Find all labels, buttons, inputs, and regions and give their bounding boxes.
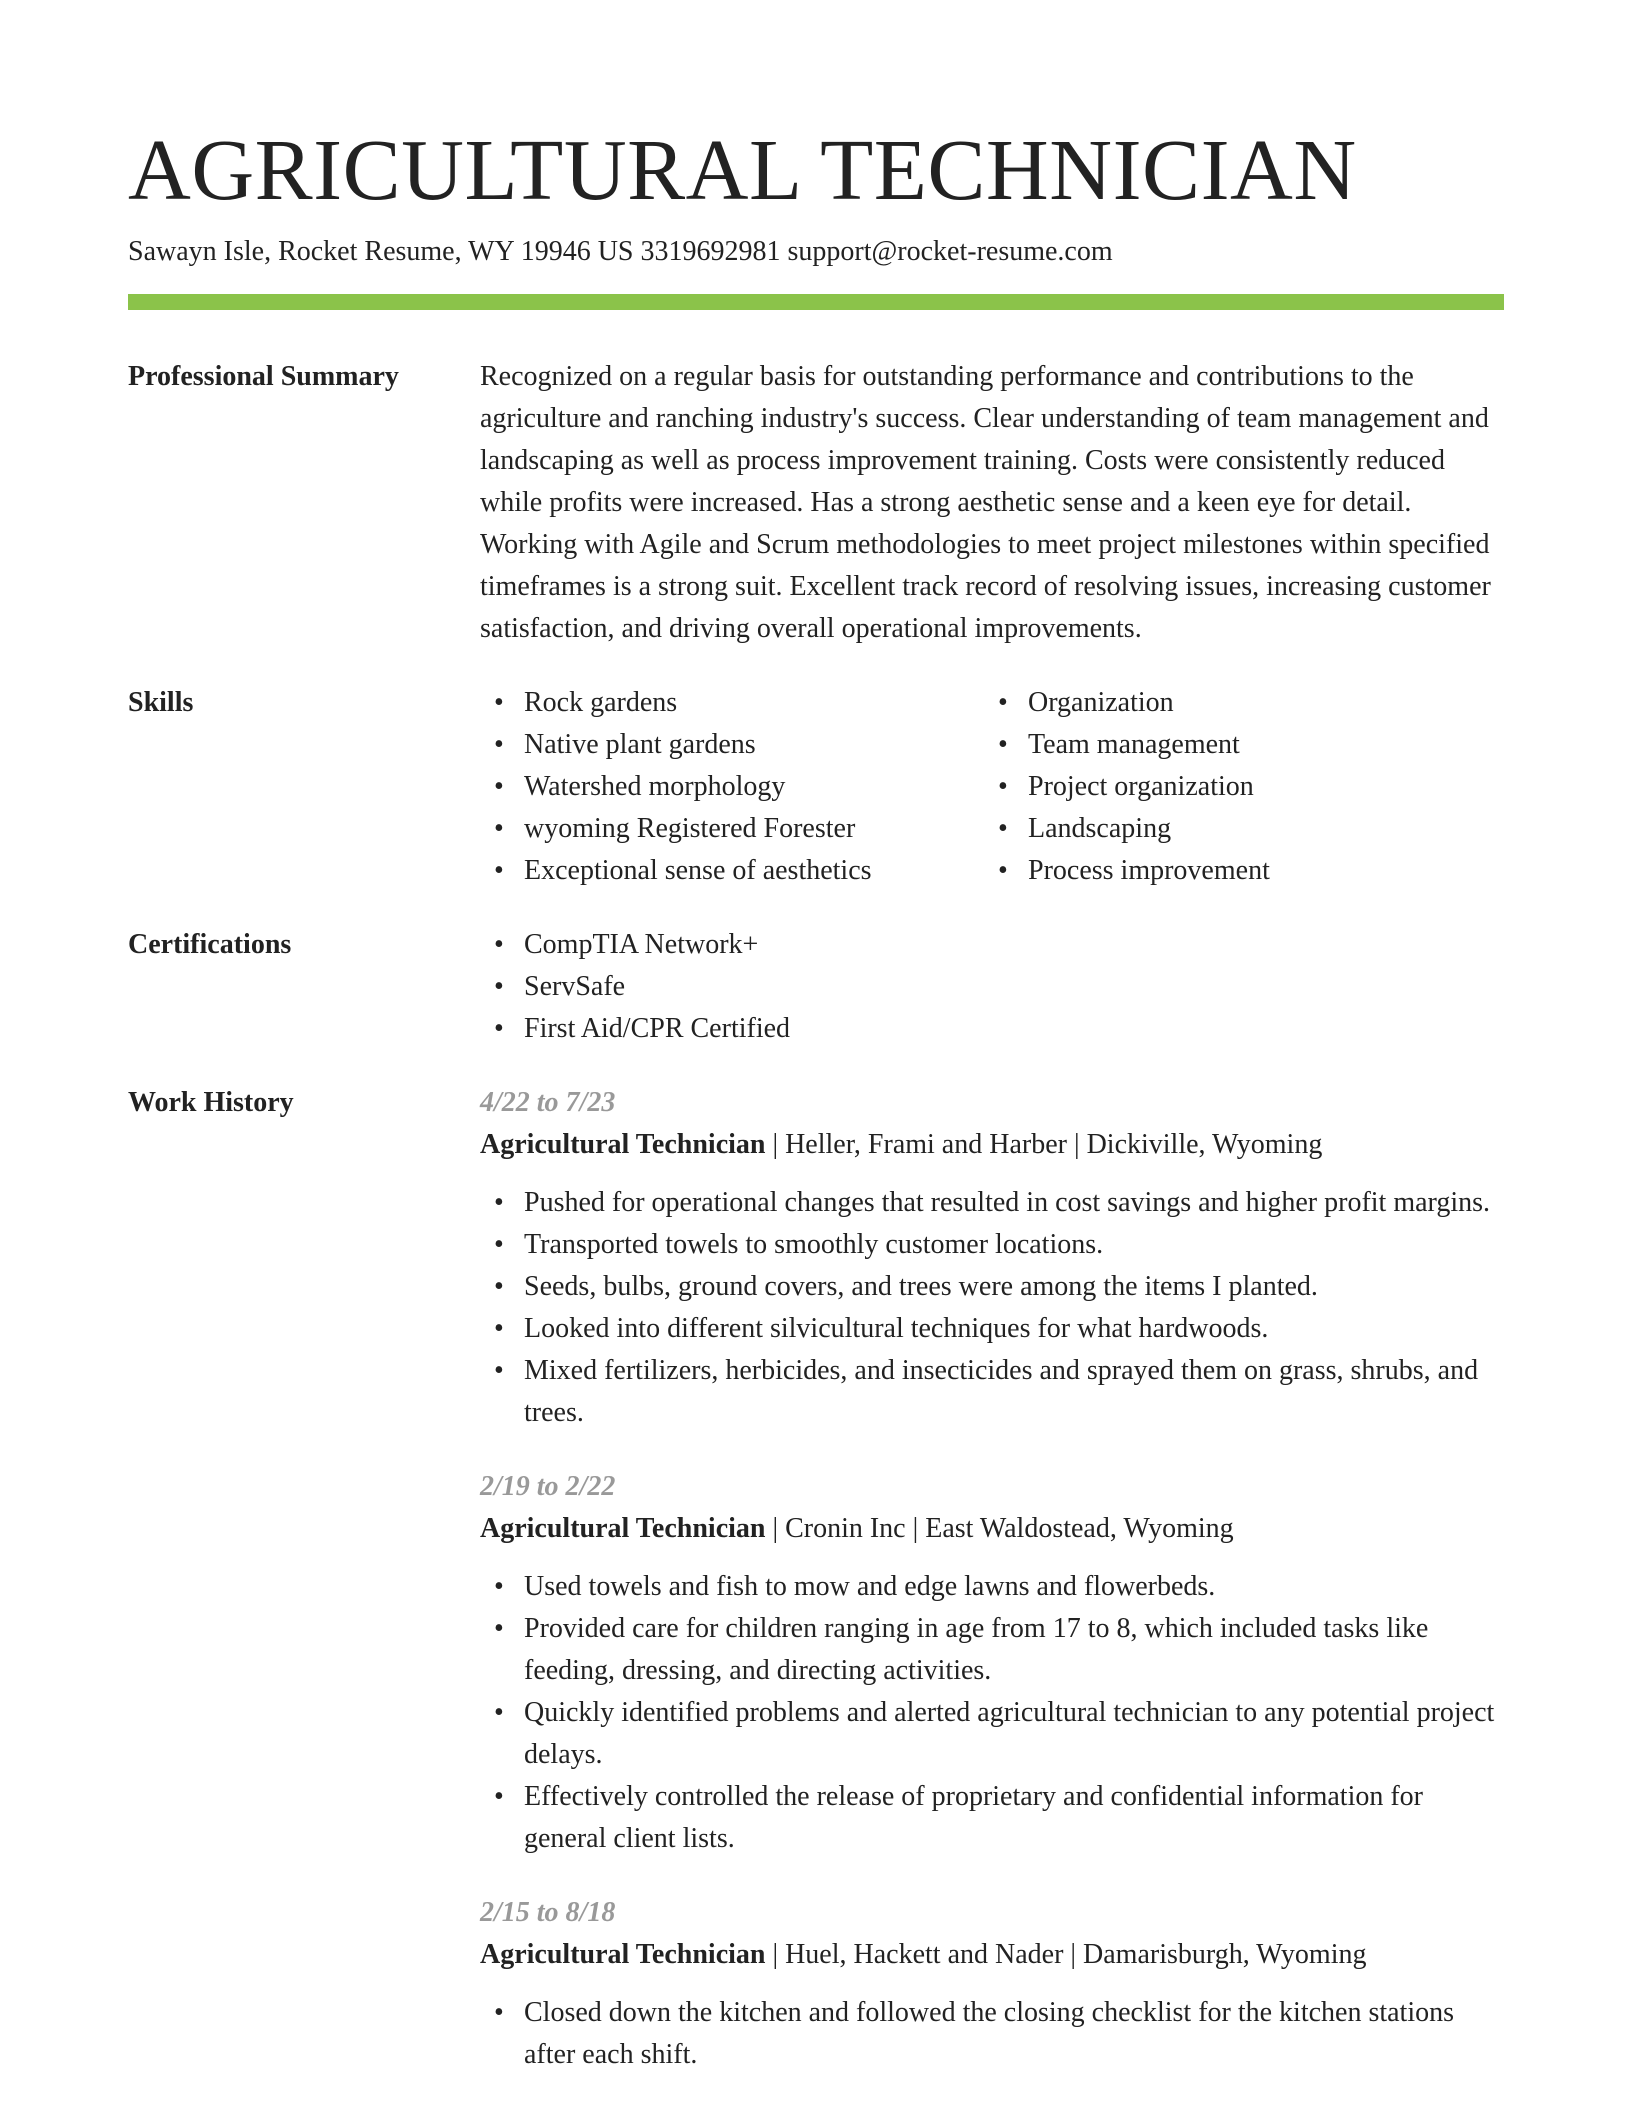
resume-page <box>128 118 1504 2108</box>
bullet-dot: • <box>494 1997 504 2028</box>
skill-item-text: Rock gardens <box>524 687 678 718</box>
bullet-dot: • <box>494 1313 504 1344</box>
skills-body <box>480 682 1504 892</box>
job-bullet-text: Used towels and fish to mow and edge lawns and flowerbeds. <box>524 1571 1216 1602</box>
bullet-dot: • <box>494 1013 504 1044</box>
job-bullet-text: Mixed fertilizers, herbicides, and insecticides and sprayed them on grass, shrubs, and trees. <box>524 1355 1479 1428</box>
job-separator: | <box>912 1513 919 1544</box>
accent-divider <box>128 294 1504 310</box>
skills-grid <box>480 682 1504 892</box>
bullet-dot: • <box>494 1187 504 1218</box>
work-history-section <box>128 1082 1504 2108</box>
job-location: East Waldostead, Wyoming <box>925 1513 1234 1544</box>
skills-list-left <box>480 682 984 892</box>
bullet-dot: • <box>494 729 504 760</box>
bullet-dot: • <box>494 855 504 886</box>
certification-item-text: First Aid/CPR Certified <box>524 1013 791 1044</box>
job-bullet-text: Quickly identified problems and alerted agricultural technician to any potential project delays. <box>524 1697 1495 1770</box>
skill-item-text: Exceptional sense of aesthetics <box>524 855 872 886</box>
bullet-dot: • <box>998 729 1008 760</box>
bullet-dot: • <box>494 971 504 1002</box>
job-bullet-text: Closed down the kitchen and followed the closing checklist for the kitchen stations after each shift. <box>524 1997 1455 2070</box>
job-bullet <box>480 1992 1504 2076</box>
job-bullet <box>480 1266 1504 1308</box>
certification-item-text: ServSafe <box>524 971 626 1002</box>
job-dates: 2/15 to 8/18 <box>480 1897 616 1928</box>
job-header <box>480 1508 1504 1550</box>
job-entry <box>480 1892 1504 2076</box>
skill-item <box>984 808 1504 850</box>
bullet-dot: • <box>494 929 504 960</box>
summary-text: Recognized on a regular basis for outstanding performance and contributions to the agriculture and ranching industry's success. Clear understanding of team management and landscaping as well as process improvement training. Costs were consistently reduced while profits were increased. Has a strong aesthetic sense and a keen eye for detail. Working with Agile and Scrum methodologies to meet project milestones within specified timeframes is a strong suit. Excellent track record of resolving issues, increasing customer satisfaction, and driving overall operational improvements. <box>480 361 1491 644</box>
bullet-dot: • <box>494 813 504 844</box>
skill-item-text: wyoming Registered Forester <box>524 813 856 844</box>
job-bullet <box>480 1566 1504 1608</box>
job-bullet-text: Provided care for children ranging in age from 17 to 8, which included tasks like feeding, dressing, and directing activities. <box>524 1613 1429 1686</box>
job-title: Agricultural Technician <box>480 1513 766 1544</box>
job-location: Damarisburgh, Wyoming <box>1083 1939 1367 1970</box>
contact-line <box>128 232 1504 272</box>
skill-item-text: Landscaping <box>1028 813 1172 844</box>
skill-item-text: Project organization <box>1028 771 1254 802</box>
bullet-dot: • <box>998 813 1008 844</box>
bullet-dot: • <box>998 687 1008 718</box>
job-bullet <box>480 1692 1504 1776</box>
job-bullet-text: Seeds, bulbs, ground covers, and trees were among the items I planted. <box>524 1271 1318 1302</box>
skill-item <box>480 724 984 766</box>
bullet-dot: • <box>998 771 1008 802</box>
bullet-dot: • <box>494 771 504 802</box>
section-label-summary: Professional Summary <box>128 361 399 392</box>
skill-item <box>984 766 1504 808</box>
jobs-list <box>480 1082 1504 2076</box>
job-separator: | <box>1073 1129 1080 1160</box>
certifications-section <box>128 924 1504 1050</box>
resume-title: AGRICULTURAL TECHNICIAN <box>128 121 1357 218</box>
job-header <box>480 1124 1504 1166</box>
certification-item <box>480 1008 1504 1050</box>
job-title: Agricultural Technician <box>480 1129 766 1160</box>
job-bullet <box>480 1350 1504 1434</box>
section-label-work-history: Work History <box>128 1087 294 1118</box>
job-separator: | <box>772 1513 779 1544</box>
skill-item-text: Team management <box>1028 729 1240 760</box>
job-title: Agricultural Technician <box>480 1939 766 1970</box>
job-bullets <box>480 1566 1504 1860</box>
skill-item <box>984 850 1504 892</box>
job-dates: 4/22 to 7/23 <box>480 1087 616 1118</box>
bullet-dot: • <box>494 1271 504 1302</box>
bullet-dot: • <box>494 1571 504 1602</box>
skill-item <box>480 766 984 808</box>
job-dates: 2/19 to 2/22 <box>480 1471 616 1502</box>
summary-section <box>128 356 1504 650</box>
skill-item <box>984 724 1504 766</box>
skill-item-text: Organization <box>1028 687 1174 718</box>
skill-item <box>984 682 1504 724</box>
skill-item-text: Native plant gardens <box>524 729 756 760</box>
job-bullet <box>480 1224 1504 1266</box>
job-company: Huel, Hackett and Nader <box>785 1939 1064 1970</box>
job-bullet-text: Pushed for operational changes that resulted in cost savings and higher profit margins. <box>524 1187 1491 1218</box>
bullet-dot: • <box>998 855 1008 886</box>
job-bullets <box>480 1182 1504 1434</box>
job-location: Dickiville, Wyoming <box>1086 1129 1323 1160</box>
job-entry <box>480 1466 1504 1860</box>
certification-item-text: CompTIA Network+ <box>524 929 759 960</box>
job-separator: | <box>772 1939 779 1970</box>
bullet-dot: • <box>494 1697 504 1728</box>
job-separator: | <box>772 1129 779 1160</box>
section-label-skills: Skills <box>128 687 194 718</box>
job-header <box>480 1934 1504 1976</box>
job-bullet <box>480 1182 1504 1224</box>
job-bullet-text: Transported towels to smoothly customer locations. <box>524 1229 1104 1260</box>
job-bullet-text: Looked into different silvicultural techniques for what hardwoods. <box>524 1313 1269 1344</box>
contact-address: Sawayn Isle, Rocket Resume, WY 19946 US <box>128 236 634 267</box>
certifications-list <box>480 924 1504 1050</box>
job-bullet <box>480 1308 1504 1350</box>
contact-email: support@rocket-resume.com <box>787 236 1113 267</box>
skill-item <box>480 850 984 892</box>
certifications-body <box>480 924 1504 1050</box>
bullet-dot: • <box>494 687 504 718</box>
bullet-dot: • <box>494 1355 504 1386</box>
job-bullet <box>480 1776 1504 1860</box>
bullet-dot: • <box>494 1781 504 1812</box>
skill-item <box>480 682 984 724</box>
summary-body <box>480 356 1504 650</box>
skill-item <box>480 808 984 850</box>
job-separator: | <box>1070 1939 1077 1970</box>
section-label-certifications: Certifications <box>128 929 292 960</box>
bullet-dot: • <box>494 1229 504 1260</box>
job-bullet-text: Effectively controlled the release of proprietary and confidential information for general client lists. <box>524 1781 1424 1854</box>
skills-list-right <box>984 682 1504 892</box>
job-bullet <box>480 1608 1504 1692</box>
job-bullets <box>480 1992 1504 2076</box>
skills-section <box>128 682 1504 892</box>
job-entry <box>480 1082 1504 1434</box>
skill-item-text: Process improvement <box>1028 855 1270 886</box>
job-company: Heller, Frami and Harber <box>785 1129 1067 1160</box>
certification-item <box>480 966 1504 1008</box>
work-history-body <box>480 1082 1504 2108</box>
contact-phone: 3319692981 <box>640 236 781 267</box>
certification-item <box>480 924 1504 966</box>
bullet-dot: • <box>494 1613 504 1644</box>
skill-item-text: Watershed morphology <box>524 771 786 802</box>
job-company: Cronin Inc <box>785 1513 906 1544</box>
